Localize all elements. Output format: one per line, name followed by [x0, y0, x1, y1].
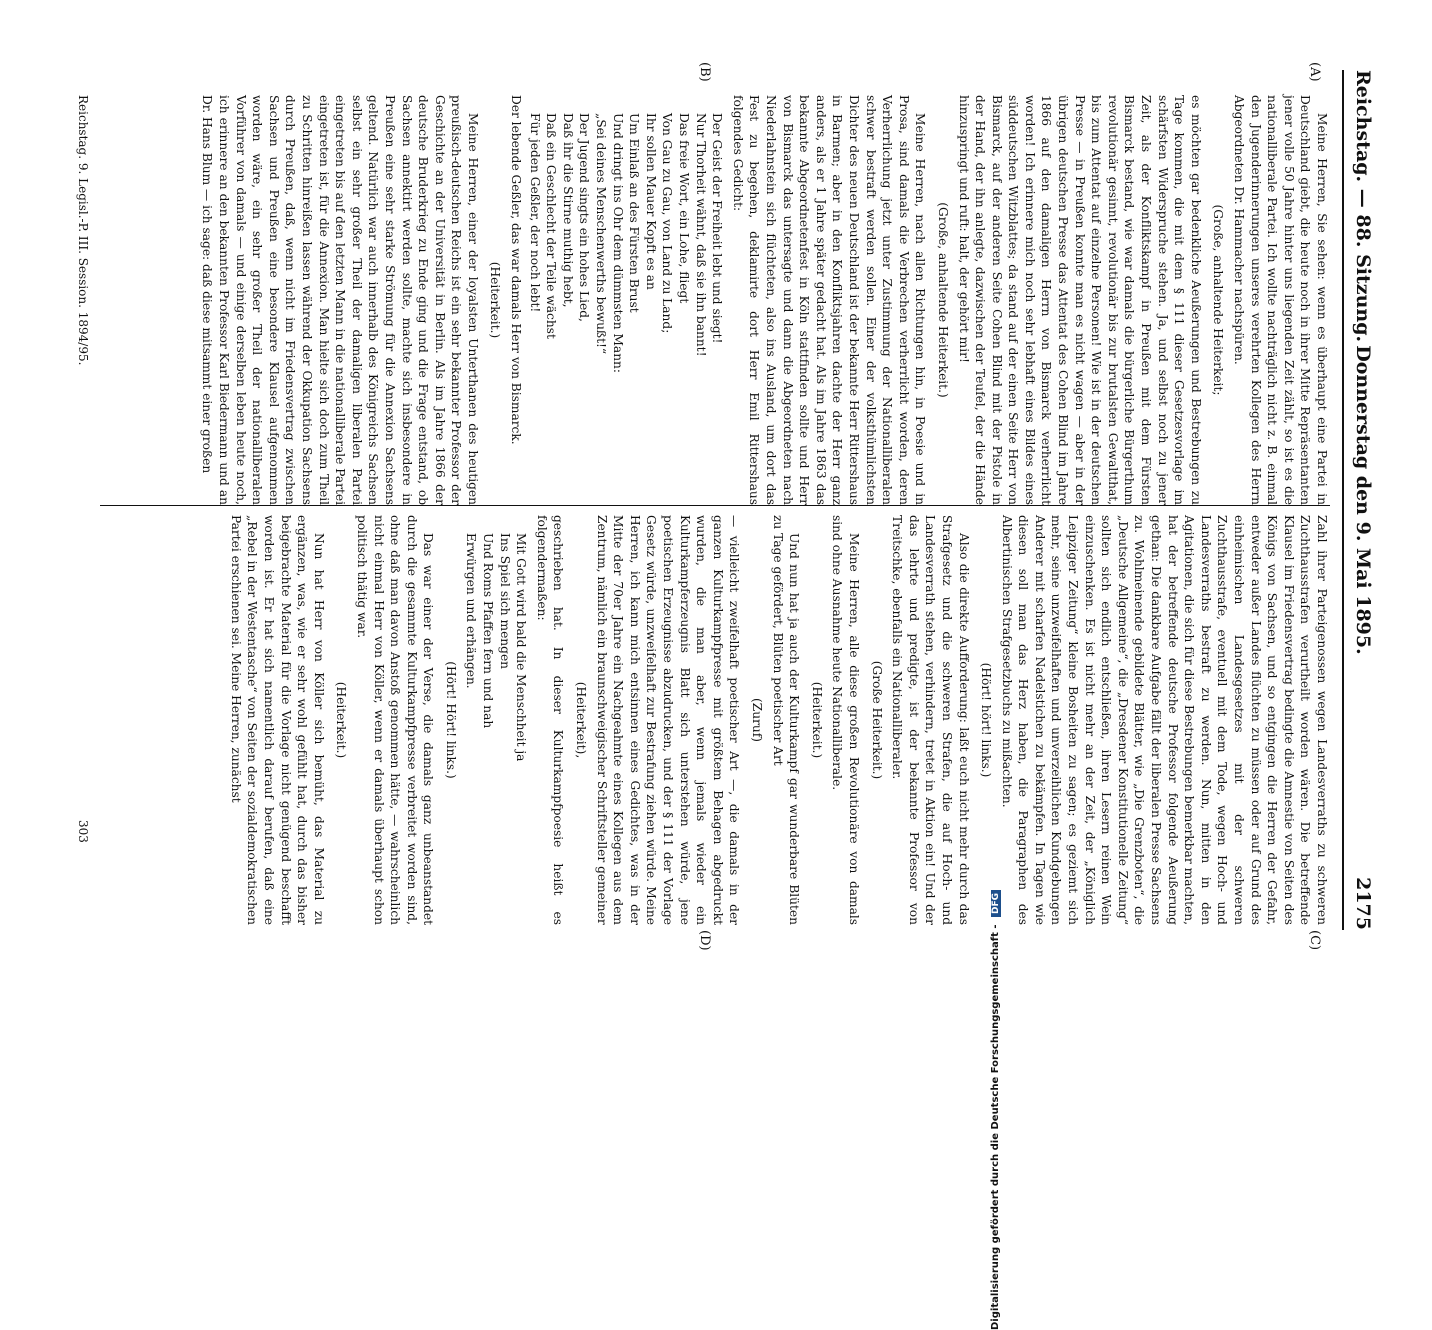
margin-mark-b: (B) [697, 62, 712, 82]
header-left: Reichstag. — 88. Sitzung. [1352, 70, 1374, 343]
remark: (Heiterkeit), [574, 681, 589, 759]
page-header [1342, 0, 1382, 1000]
paragraph: Der lebende Geßler, das war damals Herr von Bismarck. [509, 95, 524, 445]
paragraph: es möchten gar bedenkliche Aeußerungen und Bestrebungen zu Tage kommen, die mit dem § 111 dieser Gesetzesvorlage im schärfsten Widerspruche stehen. Ja, und selbst noch zu jener Zeit, als der Konfliktskampf in Preußen mit dem Fürsten Bismarck bestand, wie war damals die bürgerliche Bürgerthum revolutionär gesinnt, revolutionär bis zur brutalsten Gewaltthat, bis zum Attentat auf einzelne Personen! Wie ist in der deutschen Presse — in Preußen konnte man es nicht wagen — aber in der übrigen deutschen Presse das Attentat des Cohen Blind im Jahre 1866 auf den damaligen Herrn von Bismarck verherrlicht worden! Ich erinnere mich noch sehr lebhaft eines Bildes eines süddeutschen Witzblattes; da stand auf der einen Seite Herr von Bismarck, auf der anderen Seite Cohen Blind mit der Pistole in der Hand, der ihn anlegte, dazwischen der Teufel, der die Hände hinzuspringt und ruft: halt, der gehört mir! [956, 95, 1203, 505]
page-number-header: 2175 [1352, 877, 1374, 930]
verse-line: Und dringt ins Ohr dem dümmsten Mann: [610, 113, 625, 374]
verse-line: Ihr sollen Mauer Kopft es an [643, 113, 658, 290]
paragraph: Also die direkte Aufforderung: laßt euch nicht mehr durch das Strafgesetz und die schweren Strafen, die auf Hoch- und Landesverrath stehen, verhindern, tretet in Aktion ein! Und der das lehrte und predigte, ist der bekannte Professor von Treitschke, ebenfalls ein Nationalliberaler. [890, 515, 971, 925]
paragraph: Zahl ihrer Parteigenossen wegen Landesverraths zu schweren Zuchthausstrafen verurtheilt worden wären. Die betreffende Klausel im Friedensvertrag bedingte die Amnestie von Seiten des Königs von Sachsen, und so entgingen die Herren der Gefahr, entweder außer Landes flüchten zu müssen oder auf Grund des einheimischen Landesgesetzes mit der schweren Zuchthausstrafe, eventuell mit dem Tode, wegen Hoch- und Landesverraths bestraft zu werden. Nun, mitten in den Agitationen, die sich für diese Bestrebungen bemerkbar machten, hat der betreffende deutsche Professor folgende Aeußerung gethan: Die dankbare Aufgabe fällt der liberalen Presse Sachsens zu. Wohlmeinende gebildete Blätter, wie „Die Grenzboten“, die „Deutsche Allgemeine“, die „Dresdener Konstitutionelle Zeitung“ sollten sich endlich entschließen, ihren Lesern reinen Wein einzuschenken. Es ist nicht mehr an der Zeit, der „Königlich Leipziger Zeitung“ kleine Bosheiten zu sagen; es geziemt sich mehr, seine unzweifelhaften und unverzeihlichen Kundgebungen Anderer mit scharfen Nadelstichen zu bekämpfen. In Tagen wie diesen soll man das Herz haben, die Paragraphen des Albertinischen Strafgesetzbuchs zu mißachten. [999, 515, 1329, 925]
verse-line: Für jeden Geßler, der noch lebt! [527, 113, 542, 313]
remark: (Zuruf) [750, 697, 764, 742]
credit-text: Digitalisierung gefördert durch die Deutsche Forschungsgemeinschaft - [990, 924, 1001, 1330]
verse-line: Der Geist der Freiheit lebt und siegt! [710, 113, 725, 344]
paragraph: Meine Herren, nach allen Richtungen hin, in Poesie und in Prosa, sind damals die Verbrechen verherrlicht worden, deren Verherrlichung jetzt unter Zustimmung der Nationalliberalen schwer bestraft werden sollen. Einer der volksthümlichsten Dichter des neuen Deutschland ist der bekannte Herr Rittershaus in Barmen; aber in den Konfliktsjahren dachte der Herr ganz anders, als er 1 Jahre später gedacht hat. Als im Jahre 1863 das bekannte Abgeordnetenfest in Köln stattfinden sollte und Herr von Bismarck das untersagte und dann die Abgeordneten nach Niederlahnstein sich flüchteten, also ins Ausland, um dort das Fest zu begehen, deklamirte dort Herr Emil Rittershaus folgendes Gedicht: [730, 95, 928, 505]
verse-line: Daß ihr die Stirne muthig hebt, [560, 113, 575, 308]
verse-line: Nur Thorheit wähnt, daß sie ihn bannt! [693, 113, 708, 357]
page-number-footer: 303 [76, 820, 90, 843]
verse-line: Und Roms Pfaffen fern und nah [481, 533, 496, 729]
remark: (Hört! hört! links.) [979, 662, 994, 778]
margin-mark-a: (A) [1307, 62, 1322, 82]
verse-line: Ins Spiel sich mengen [497, 533, 512, 670]
verse-line: Der Jugend singts ein hohes Lied, [577, 113, 592, 322]
paragraph: Meine Herren, einer der loyalsten Unterthanen des heutigen preußisch-deutschen Reichs ist ein sehr bekannter Professor der Geschichte an der Universität in Berlin. Als im Jahre 1866 der deutsche Bruderkrieg zu Ende ging und die Frage entstand, ob Sachsen annektirt werden sollte, machte sich insbesondere in Preußen eine sehr starke Strömung für die Annexion Sachsens geltend. Natürlich war auch innerhalb des Königreichs Sachsen selbst ein sehr großer Theil der damaligen liberalen Partei eingetreten bis auf den letzten Mann in die nationalliberale Partei eingetreten ist, für die Annexion. Man hielte sich doch zum Theil zu Schritten hinreißen lassen während der Okkupation Sachsens durch Preußen, daß, wenn nicht im Friedensvertrag zwischen Sachsen und Preußen eine besondere Klausel aufgenommen worden wäre, ein sehr großer Theil der nationalliberalen Vorführer von damals — und einige derselben leben heute noch, ich erinnere an den bekannten Professor Karl Biedermann und an Dr. Hans Blum — ich sage: daß diese mitsammt einer großen [200, 95, 480, 505]
column-divider [100, 505, 1330, 506]
remark: (Große, anhaltende Heiterkeit; [1211, 204, 1226, 396]
digitization-credit [990, 890, 1001, 1330]
paragraph: Das war einer der Verse, die damals ganz unbeanstandet durch die gesammte Kulturkampfpresse verbreitet worden sind, ohne daß man davon Anstoß genommen hätte, — wahrscheinlich nicht einmal Herr von Köller, wenn er damals überhaupt schon politisch thätig war. [354, 515, 436, 925]
right-column [223, 515, 1330, 925]
verse-line: Erwürgen und erhängen. [464, 533, 479, 689]
paragraph: Meine Herren, alle diese großen Revolutionäre von damals sind ohne Ausnahme heute Nationalliberale. [830, 515, 861, 925]
dfg-logo: DFG [991, 890, 1001, 917]
margin-mark-d: (D) [697, 930, 712, 951]
paragraph: Und nun hat ja auch der Kulturkampf gar wunderbare Blüten zu Tage gefördert, Blüten poetischer Art [770, 515, 802, 925]
verse-line: Um Einlaß an des Fürsten Brust [627, 113, 642, 313]
verse-line: Mit Gott wird bald die Menschheit ja [514, 533, 529, 762]
remark: (Große, anhaltende Heiterkeit.) [935, 202, 950, 398]
header-rule [1342, 70, 1344, 930]
verse-line: „Sei deines Menschenwerths bewußt!“ [594, 113, 609, 355]
remark: (Hört! Hört! links.) [443, 661, 458, 779]
paragraph: geschrieben hat. In dieser Kulturkampfpoesie heißt es folgendermaßen: [534, 515, 566, 925]
remark: (Heiterkeit.) [488, 261, 503, 339]
remark: (Heiterkeit.) [334, 681, 349, 759]
poem [463, 515, 529, 925]
verse-line: Das freie Wort, ein Lohe, fliegt [677, 113, 692, 304]
paragraph: Nun hat Herr von Köller sich bemüht, das Material zu ergänzen, was, wie er sehr wohl gefühlt hat, durch das bisher beigebrachte Material für die Vorlage nicht genügend beschafft worden ist. Er hat sich namentlich darauf berufen, daß eine „Rebel in der Westentasche“ von Seiten der sozialdemokratischen Partei erschienen sei. Meine Herren, zunächst [228, 515, 326, 925]
remark: (Heiterkeit.) [809, 681, 824, 759]
header-date: Donnerstag den 9. Mai 1895. [1352, 345, 1374, 655]
margin-mark-c: (C) [1307, 930, 1322, 951]
poem [526, 95, 725, 505]
verse-line: Von Gau zu Gau, von Land zu Land; [660, 113, 675, 334]
verse-line: Daß ein Geschlecht der Teile wächst [544, 113, 559, 339]
left-column [195, 95, 1330, 505]
paragraph: Meine Herren, Sie sehen: wenn es überhaupt eine Partei in Deutschland giebt, die heute noch in ihrer Mitte Repräsentanten jener volle 50 Jahre hinter uns liegenden Zeit zählt, so ist es die nationalliberale Partei. Ich wollte nachträglich nicht z. B. einmal den Jugenderinnerungen unseres verehrten Kollegen des Herrn Abgeordneten Dr. Hammacher nachspüren. [1232, 95, 1329, 505]
paragraph: — vielleicht zweifelhaft poetischer Art —, die damals in der ganzen Kulturkampfpresse mit größtem Behagen abgedruckt wurden, die man aber, wenn jemals wieder ein Kulturkampferzeugnis Blatt sich unterstehen würde, jene poetischen Erzeugnisse abzudrucken, und der § 111 der Vorlage Gesetz würde, unzweifelhaft zur Bestrafung ziehen würde. Meine Herren, ich kann mich entsinnen eines Gedichtes, was in der Mitte der 70er Jahre ein Nachgeahmte eines Kollegen aus dem Zentrum, nämlich ein braunschweigischer Schriftsteller gemeiner [594, 515, 742, 925]
remark: (Große Heiterkeit.) [869, 660, 884, 780]
page-footer: Reichstag. 9. Legisl.-P. III. Session. 1894/95. [76, 95, 90, 366]
